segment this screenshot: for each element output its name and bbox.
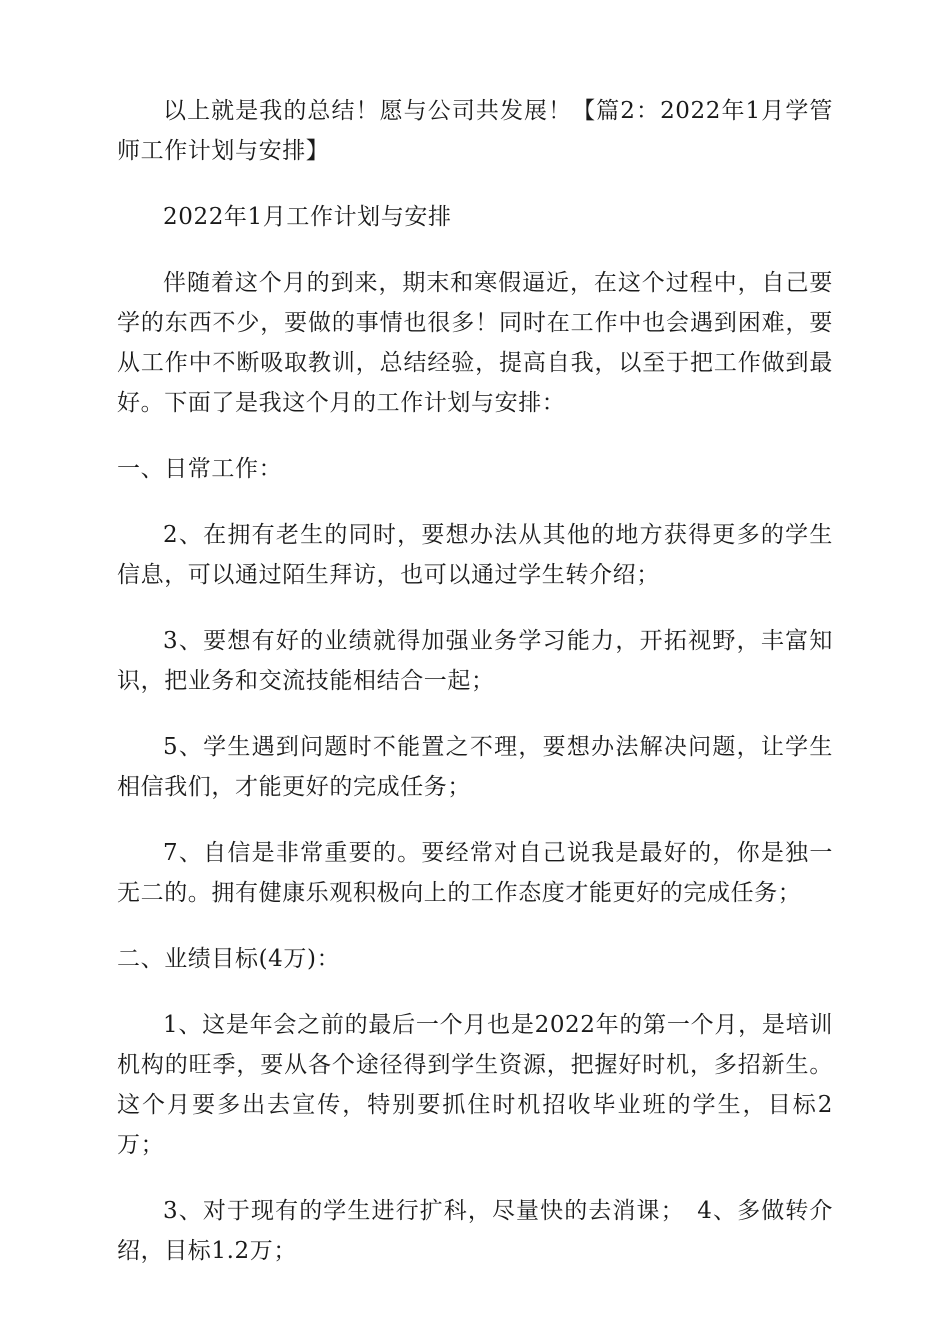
- paragraph-plan-title: 2022年1月工作计划与安排: [163, 204, 452, 230]
- paragraph-item-5: 5、学生遇到问题时不能置之不理，要想办法解决问题，让学生相信我们，才能更好的完成任务；: [117, 734, 833, 800]
- paragraph-goal-1: 1、这是年会之前的最后一个月也是2022年的第一个月，是培训机构的旺季，要从各个途径得到学生资源，把握好时机，多招新生。这个月要多出去宣传，特别要抓住时机招收毕业班的学生，目标2万；: [117, 1012, 833, 1158]
- section-heading-daily-work: 一、日常工作：: [117, 456, 283, 482]
- section-heading-performance-goal: 二、业绩目标(4万)：: [117, 946, 341, 972]
- paragraph-item-7: 7、自信是非常重要的。要经常对自己说我是最好的，你是独一无二的。拥有健康乐观积极向上的工作态度才能更好的完成任务；: [117, 840, 833, 906]
- paragraph-item-2: 2、在拥有老生的同时，要想办法从其他的地方获得更多的学生信息，可以通过陌生拜访，也可以通过学生转介绍；: [117, 522, 833, 588]
- paragraph-conclusion: 以上就是我的总结！愿与公司共发展！【篇2：2022年1月学管师工作计划与安排】: [117, 98, 833, 164]
- paragraph-item-3: 3、要想有好的业绩就得加强业务学习能力，开拓视野，丰富知识，把业务和交流技能相结合一起；: [117, 628, 833, 694]
- paragraph-goal-3-4: 3、对于现有的学生进行扩科，尽量快的去消课； 4、多做转介绍，目标1.2万；: [117, 1198, 833, 1264]
- document-body: [117, 91, 833, 1297]
- paragraph-intro: 伴随着这个月的到来，期末和寒假逼近，在这个过程中，自己要学的东西不少，要做的事情也很多！同时在工作中也会遇到困难，要从工作中不断吸取教训，总结经验，提高自我，以至于把工作做到最好。下面了是我这个月的工作计划与安排：: [117, 270, 833, 416]
